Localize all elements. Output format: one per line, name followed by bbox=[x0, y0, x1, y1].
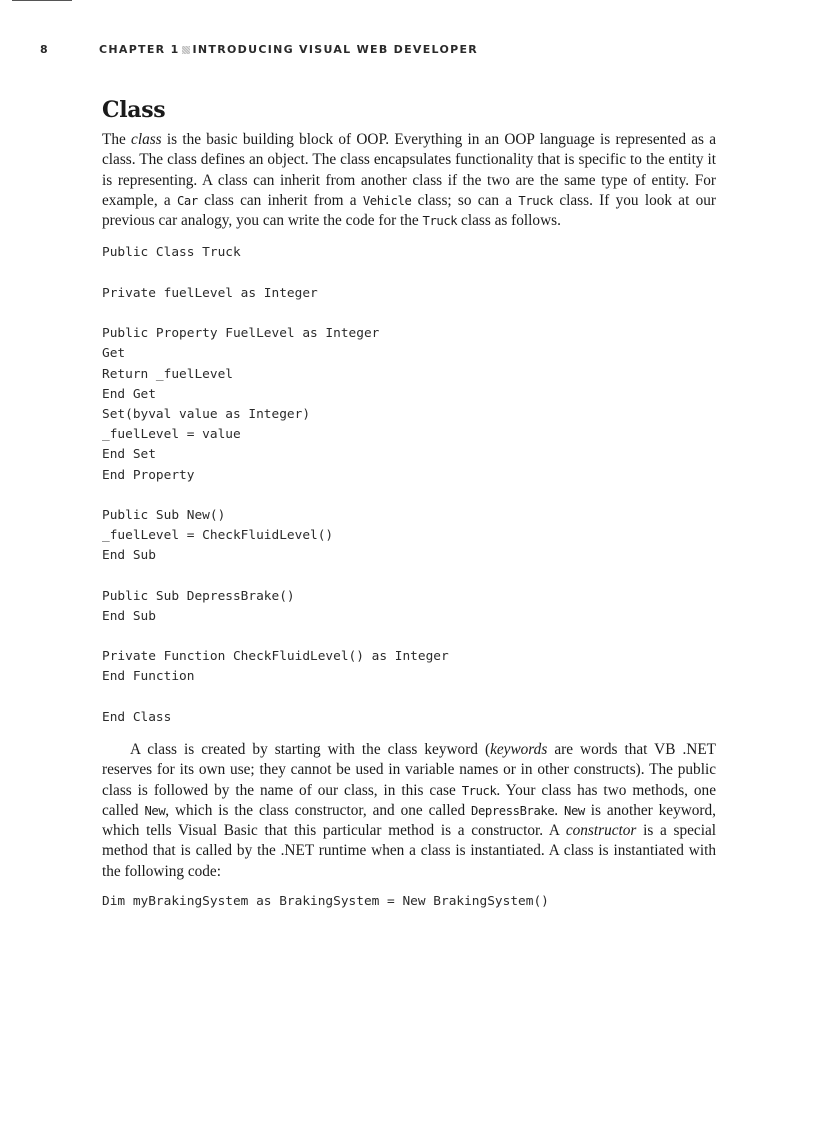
top-rule bbox=[12, 0, 72, 1]
inline-code: Truck bbox=[422, 214, 458, 229]
text-run: is the basic building block of OOP. Everything in an OOP language is represented as a class. The class defines an object. The class encapsulates functionality that is specific to the entity it is representing. A class can inherit from another class if the two are the same type of entity. For example, a bbox=[102, 131, 716, 209]
text-run: is a special method that is called by the .NET runtime when a class is instantiated. A class is instantiated with the following code: bbox=[102, 822, 716, 880]
code-line: End Property bbox=[102, 467, 195, 483]
italic-term: constructor bbox=[565, 822, 637, 840]
inline-code: DepressBrake bbox=[471, 803, 555, 818]
italic-term: keywords bbox=[490, 740, 548, 758]
code-line bbox=[102, 304, 716, 324]
code-line: Public Property FuelLevel as Integer bbox=[102, 326, 380, 342]
code-line: Public Sub New() bbox=[102, 507, 226, 523]
code-line: End Sub bbox=[102, 548, 156, 564]
paragraph-class-definition bbox=[102, 130, 716, 231]
page-number: 8 bbox=[40, 43, 49, 56]
paragraph-class-explanation bbox=[102, 740, 716, 882]
section-heading: Class bbox=[102, 97, 166, 123]
code-line: End Class bbox=[102, 709, 172, 725]
inline-code: Truck bbox=[518, 193, 554, 208]
inline-code: Truck bbox=[461, 783, 497, 798]
text-run: class can inherit from a bbox=[197, 191, 363, 209]
code-line: Dim myBrakingSystem as BrakingSystem = New BrakingSystem() bbox=[102, 894, 549, 910]
text-run: . Your class has two methods, one called bbox=[102, 781, 716, 819]
code-line: Set(byval value as Integer) bbox=[102, 406, 311, 422]
text-run: . bbox=[554, 801, 565, 819]
code-line: Return _fuelLevel bbox=[102, 366, 233, 382]
chapter-number: CHAPTER 1 bbox=[99, 43, 180, 56]
page-content bbox=[102, 96, 716, 912]
text-run: , which is the class constructor, and one called bbox=[165, 801, 472, 819]
inline-code: Vehicle bbox=[362, 193, 412, 208]
italic-term: class bbox=[131, 131, 162, 148]
inline-code: New bbox=[144, 803, 166, 818]
text-run: The bbox=[102, 131, 132, 148]
code-line bbox=[102, 688, 716, 708]
code-line: End Set bbox=[102, 447, 156, 463]
text-run: are words that VB .NET reserves for its own use; they cannot be used in variable names or in other constructs). The public class is followed by the name of our class, in this case bbox=[102, 740, 717, 799]
code-line: Private fuelLevel as Integer bbox=[102, 285, 318, 301]
code-line: Get bbox=[102, 346, 126, 362]
code-listing-truck-class bbox=[102, 243, 716, 728]
code-line: _fuelLevel = value bbox=[102, 427, 241, 443]
running-header bbox=[40, 43, 776, 57]
code-line bbox=[102, 566, 716, 586]
code-line bbox=[102, 627, 716, 647]
inline-code: Car bbox=[176, 193, 198, 208]
code-line: Public Class Truck bbox=[102, 245, 241, 261]
text-run: class as follows. bbox=[457, 212, 561, 230]
text-run: class. If you look at our previous car analogy, you can write the code for the bbox=[102, 191, 717, 230]
code-line bbox=[102, 486, 716, 506]
text-run: is another keyword, which tells Visual Basic that this particular method is a constructor. A bbox=[102, 801, 717, 840]
code-listing-instantiation bbox=[102, 892, 716, 912]
code-line bbox=[102, 264, 716, 284]
code-line: Public Sub DepressBrake() bbox=[102, 588, 295, 604]
inline-code: New bbox=[564, 803, 585, 818]
code-line: End Function bbox=[102, 669, 195, 685]
code-line: End Get bbox=[102, 386, 156, 402]
text-run: A class is created by starting with the class keyword ( bbox=[130, 740, 491, 758]
text-run: class; so can a bbox=[411, 191, 519, 209]
code-line: Private Function CheckFluidLevel() as Integer bbox=[102, 649, 449, 665]
code-line: _fuelLevel = CheckFluidLevel() bbox=[102, 528, 334, 544]
chapter-title: INTRODUCING VISUAL WEB DEVELOPER bbox=[192, 43, 479, 56]
code-line: End Sub bbox=[102, 608, 156, 624]
chapter-label bbox=[99, 43, 478, 56]
separator-square-icon bbox=[182, 46, 190, 54]
